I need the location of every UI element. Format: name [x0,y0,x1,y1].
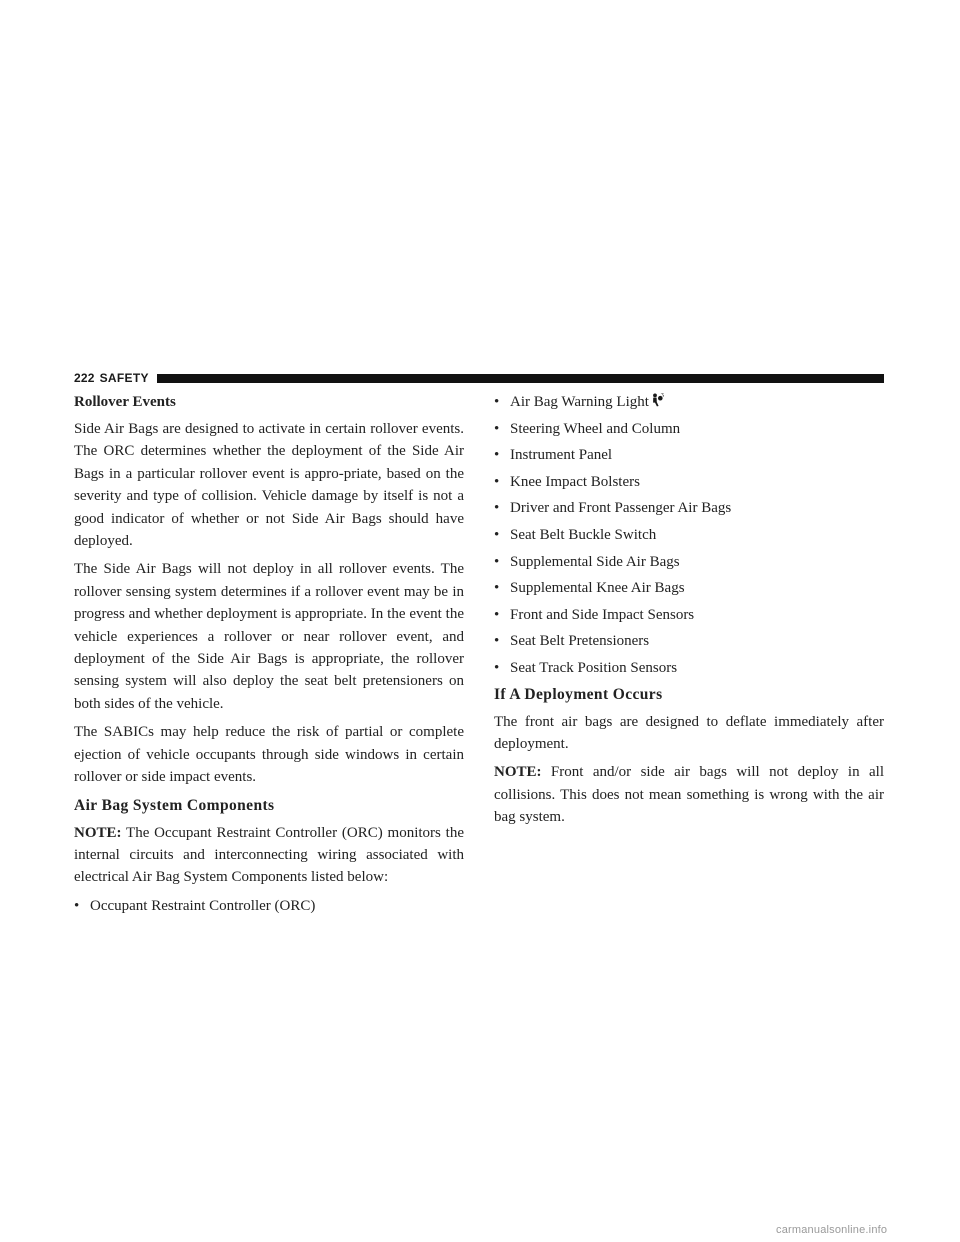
rollover-events-heading: Rollover Events [74,394,176,410]
list-item-label: Steering Wheel and Column [510,420,681,437]
right-column [494,391,884,835]
list-item [494,418,884,440]
bullet-glyph: • [494,606,500,623]
bullet-glyph: • [494,659,500,676]
list-item [494,471,884,493]
components-note [74,822,464,889]
list-item [494,630,884,652]
bullet-glyph: • [74,897,80,914]
bullet-glyph: • [494,420,500,437]
list-item-label: Supplemental Knee Air Bags [510,580,685,597]
list-item [494,391,884,413]
list-item-label: Supplemental Side Air Bags [510,553,680,570]
bullet-glyph: • [494,500,500,517]
watermark: carmanualsonline.info [776,1224,888,1236]
list-item [494,604,884,626]
page-header [74,371,884,385]
rollover-paragraph-3: The SABICs may help reduce the risk of partial or complete ejection of vehicle occupants through side windows in certain rollover or side impact events. [74,724,464,786]
list-item [74,895,464,917]
list-item-label: Front and Side Impact Sensors [510,606,695,623]
list-item [494,577,884,599]
list-item-label: Instrument Panel [510,447,613,464]
components-list-left [74,895,464,917]
list-item-label: Driver and Front Passenger Air Bags [510,500,732,517]
bullet-glyph: • [494,526,500,543]
list-item [494,657,884,679]
header-rule [157,374,884,383]
note-label: NOTE: [74,824,122,841]
list-item-label: Knee Impact Bolsters [510,473,640,490]
list-item-label: Air Bag Warning Light [510,394,649,410]
list-item-label: Seat Belt Pretensioners [510,633,650,650]
rollover-paragraph-2: The Side Air Bags will not deploy in all rollover events. The rollover sensing system determines if a rollover event may be in progress and whether deployment is appropriate. In the event the vehicle experiences a rollover or near rollover event, and deployment of the Side Air Bags is appropriate, the rollover sensing system will also deploy the seat belt pretensioners on both sides of the vehicle. [74,561,464,712]
bullet-glyph: • [494,473,500,490]
components-list-right [494,391,884,679]
deployment-heading: If A Deployment Occurs [494,685,663,703]
list-item [494,551,884,573]
deployment-paragraph: The front air bags are designed to deflate immediately after deployment. [494,713,884,752]
list-item-label: Seat Belt Buckle Switch [510,526,657,543]
list-item [494,524,884,546]
airbag-warning-icon [650,392,664,406]
bullet-glyph: • [494,580,500,597]
bullet-glyph: • [494,633,500,650]
rollover-paragraph-1: Side Air Bags are designed to activate in certain rollover events. The ORC determines whether the deployment of the Side Air Bags in a particular rollover event is appro-priate, based on the severity and type of collision. Vehicle damage by itself is not a good indicator of whether or not Side Air Bags should have deployed. [74,421,464,550]
list-item [494,444,884,466]
deployment-note [494,761,884,828]
bullet-glyph: • [494,394,500,410]
left-column [74,391,464,921]
note-text: Front and/or side air bags will not deploy in all collisions. This does not mean something is wrong with the air bag system. [494,764,884,826]
list-item-label: Seat Track Position Sensors [510,659,678,676]
list-item [494,497,884,519]
bullet-glyph: • [494,447,500,464]
section-title: SAFETY [99,371,149,385]
note-label: NOTE: [494,764,542,781]
list-item-label: Occupant Restraint Controller (ORC) [90,897,316,914]
note-text: The Occupant Restraint Controller (ORC) monitors the internal circuits and interconnecting wiring associated with electrical Air Bag System Components listed below: [74,824,464,886]
bullet-glyph: • [494,553,500,570]
page-number: 222 [74,371,95,385]
components-heading: Air Bag System Components [74,796,275,814]
